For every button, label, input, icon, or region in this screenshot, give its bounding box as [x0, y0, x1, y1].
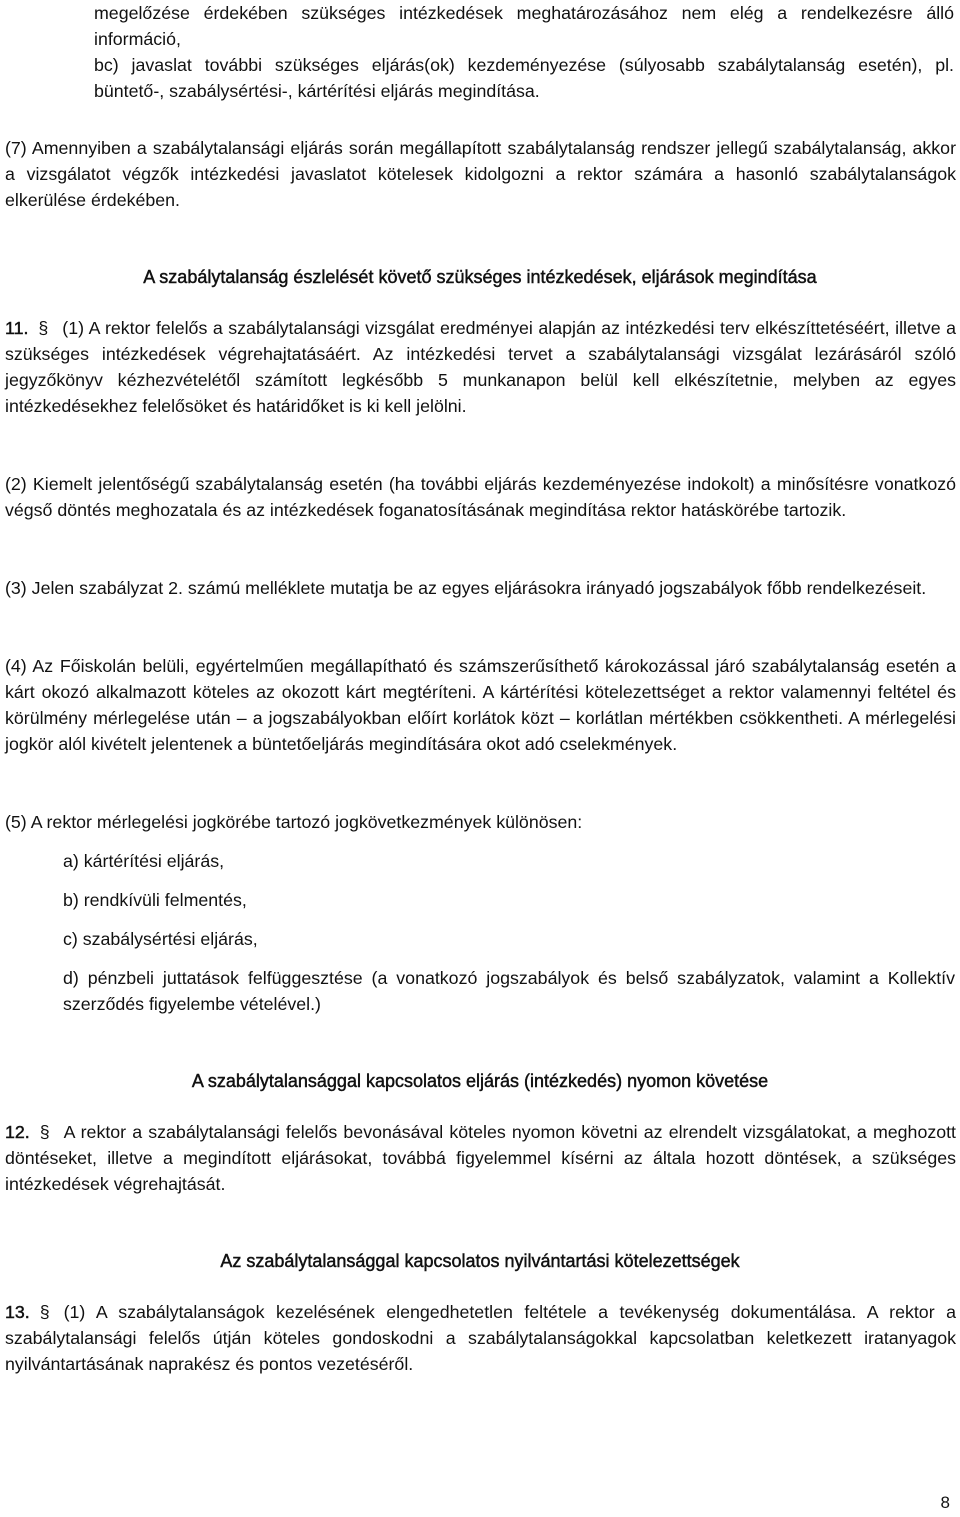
- list-item-c: c) szabálysértési eljárás,: [63, 929, 258, 949]
- list-item-b: b) rendkívüli felmentés,: [63, 890, 247, 910]
- section-11-paragraph-5: (5) A rektor mérlegelési jogkörébe tartozó jogkövetkezmények különösen:: [5, 812, 583, 832]
- section-number: 13.: [5, 1302, 30, 1322]
- heading-section-11: A szabálytalanság észlelését követő szükséges intézkedések, eljárások megindítása: [143, 267, 817, 287]
- section-number: 11.: [5, 318, 29, 338]
- section-sign: §: [38, 318, 49, 338]
- page-number: 8: [940, 1493, 950, 1512]
- paragraph-text: (1) A szabálytalanságok kezelésének elengedhetetlen feltétele a tevékenység dokumentálása. A rektor a szabálytalansági felelős útján köteles gondoskodni a szabálytalanságokkal kapcsolatban keletkezett iratanyagok nyilvántartásának naprakész és pontos vezetéséről.: [5, 1302, 956, 1374]
- paragraph-text: A rektor a szabálytalansági felelős bevonásával köteles nyomon követni az elrendelt vizsgálatokat, a meghozott döntéseket, illetve a megindított eljárásokat, továbbá figyelemmel kísérni az általa hozott döntések, a szükséges intézkedések végrehajtását.: [5, 1122, 956, 1194]
- section-sign: §: [39, 1302, 50, 1322]
- section-11-paragraph-4: (4) Az Főiskolán belüli, egyértelműen megállapítható és számszerűsíthető károkozással járó szabálytalanság esetén a kárt okozó alkalmazott köteles az okozott kárt megtéríteni. A kártérítési kötelezettséget a rektor valamennyi feltétel és körülmény mérlegelése után – a jogszabályokban előírt korlátok közt – korlátlan mértékben csökkentheti. A mérlegelési jogkör alól kivételt jelentenek a büntetőeljárás megindítására okot adó cselekmények.: [5, 656, 956, 754]
- heading-section-13: Az szabálytalansággal kapcsolatos nyilvántartási kötelezettségek: [220, 1251, 740, 1271]
- section-sign: §: [39, 1122, 50, 1142]
- section-11-paragraph-3: (3) Jelen szabályzat 2. számú melléklete mutatja be az egyes eljárásokra irányadó jogszabályok főbb rendelkezéseit.: [5, 578, 927, 598]
- paragraph-7: (7) Amennyiben a szabálytalansági eljárás során megállapított szabálytalanság rendszer jellegű szabálytalanság, akkor a vizsgálatot végzők intézkedési javaslatot kötelesek kidolgozni a rektor számára a hasonló szabálytalanságok elkerülése érdekében.: [5, 138, 956, 210]
- section-11-paragraph-2: (2) Kiemelt jelentőségű szabálytalanság esetén (ha további eljárás kezdeményezése indokolt) a minősítésre vonatkozó végső döntés meghozatala és az intézkedések foganatosításának megindítása rektor hatáskörébe tartozik.: [5, 474, 956, 520]
- heading-section-12: A szabálytalansággal kapcsolatos eljárás (intézkedés) nyomon követése: [191, 1071, 769, 1091]
- paragraph-prevention: megelőzése érdekében szükséges intézkedések meghatározásához nem elég a rendelkezésre álló információ,: [94, 3, 954, 49]
- section-12-paragraph: [5, 1119, 956, 1197]
- section-number: 12.: [5, 1122, 30, 1142]
- list-item-d: d) pénzbeli juttatások felfüggesztése (a vonatkozó jogszabályok és belső szabályzatok, valamint a Kollektív szerződés figyelembe vételével.): [63, 968, 955, 1014]
- section-11-paragraph-1: [5, 315, 956, 419]
- list-item-a: a) kártérítési eljárás,: [63, 851, 225, 871]
- paragraph-bc: bc) javaslat további szükséges eljárás(ok) kezdeményezése (súlyosabb szabálytalanság esetén), pl. büntető-, szabálysértési-, kártérítési eljárás megindítása.: [94, 55, 954, 101]
- paragraph-text: (1) A rektor felelős a szabálytalansági vizsgálat eredményei alapján az intézkedési terv elkészíttetéséért, illetve a szükséges intézkedések végrehajtatásáért. Az intézkedési tervet a szabálytalansági vizsgálat lezárásáról szóló jegyzőkönyv kézhezvételétől számított legkésőbb 5 munkanapon belül kell elkészítetnie, melyben az egyes intézkedésekhez felelősöket és határidőket is ki kell jelölni.: [5, 318, 956, 416]
- section-13-paragraph: [5, 1299, 956, 1377]
